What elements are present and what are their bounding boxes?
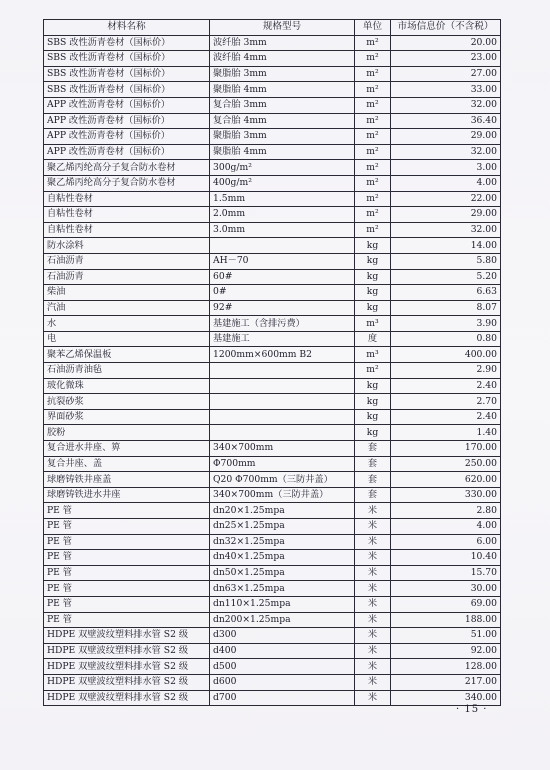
- spec-cell: 60#: [210, 269, 355, 285]
- spec-cell: Q20 Φ700mm（三防井盖）: [210, 472, 355, 488]
- price-cell: 5.20: [391, 269, 501, 285]
- material-name-cell: SBS 改性沥青卷材（国标价）: [44, 51, 210, 67]
- spec-cell: 340×700mm: [210, 441, 355, 457]
- price-cell: 32.00: [391, 144, 501, 160]
- material-name-cell: 自粘性卷材: [44, 207, 210, 223]
- unit-cell: 套: [355, 472, 391, 488]
- material-name-cell: 聚乙烯丙纶高分子复合防水卷材: [44, 160, 210, 176]
- material-name-cell: HDPE 双壁波纹塑料排水管 S2 级: [44, 659, 210, 675]
- unit-cell: m²: [355, 191, 391, 207]
- price-cell: 2.70: [391, 394, 501, 410]
- unit-cell: m²: [355, 129, 391, 145]
- spec-cell: dn25×1.25mpa: [210, 519, 355, 535]
- table-row: [44, 51, 501, 67]
- table-row: [44, 300, 501, 316]
- unit-cell: 度: [355, 331, 391, 347]
- spec-cell: dn40×1.25mpa: [210, 550, 355, 566]
- unit-cell: m²: [355, 51, 391, 67]
- price-cell: 27.00: [391, 66, 501, 82]
- price-cell: 69.00: [391, 596, 501, 612]
- unit-cell: 套: [355, 456, 391, 472]
- material-name-cell: PE 管: [44, 519, 210, 535]
- material-name-cell: 抗裂砂浆: [44, 394, 210, 410]
- spec-cell: dn63×1.25mpa: [210, 581, 355, 597]
- material-name-cell: PE 管: [44, 534, 210, 550]
- spec-cell: [210, 409, 355, 425]
- unit-cell: 米: [355, 565, 391, 581]
- unit-cell: kg: [355, 285, 391, 301]
- page-number: · 15 ·: [456, 704, 488, 715]
- material-name-cell: SBS 改性沥青卷材（国标价）: [44, 35, 210, 51]
- material-name-cell: PE 管: [44, 581, 210, 597]
- spec-cell: d700: [210, 690, 355, 706]
- price-cell: 32.00: [391, 97, 501, 113]
- price-cell: 620.00: [391, 472, 501, 488]
- price-cell: 340.00: [391, 690, 501, 706]
- unit-cell: m²: [355, 113, 391, 129]
- material-name-cell: APP 改性沥青卷材（国标价）: [44, 144, 210, 160]
- table-row: [44, 612, 501, 628]
- price-cell: 8.07: [391, 300, 501, 316]
- price-cell: 33.00: [391, 82, 501, 98]
- unit-cell: 套: [355, 441, 391, 457]
- material-name-cell: 球磨铸铁进水井座: [44, 487, 210, 503]
- spec-cell: dn32×1.25mpa: [210, 534, 355, 550]
- price-cell: 22.00: [391, 191, 501, 207]
- unit-cell: kg: [355, 300, 391, 316]
- unit-cell: kg: [355, 378, 391, 394]
- table-row: [44, 316, 501, 332]
- header-price: 市场信息价（不含税）: [391, 20, 501, 36]
- table-row: [44, 596, 501, 612]
- unit-cell: 米: [355, 674, 391, 690]
- table-row: [44, 456, 501, 472]
- unit-cell: kg: [355, 425, 391, 441]
- price-cell: 330.00: [391, 487, 501, 503]
- table-row: [44, 363, 501, 379]
- unit-cell: 米: [355, 581, 391, 597]
- spec-cell: 波纤胎 4mm: [210, 51, 355, 67]
- table-row: [44, 35, 501, 51]
- unit-cell: m²: [355, 160, 391, 176]
- price-cell: 400.00: [391, 347, 501, 363]
- spec-cell: 1200mm×600mm B2: [210, 347, 355, 363]
- spec-cell: 聚脂胎 3mm: [210, 129, 355, 145]
- table-row: [44, 581, 501, 597]
- material-name-cell: 聚苯乙烯保温板: [44, 347, 210, 363]
- price-cell: 2.40: [391, 378, 501, 394]
- material-name-cell: 自粘性卷材: [44, 191, 210, 207]
- spec-cell: Φ700mm: [210, 456, 355, 472]
- table-row: [44, 82, 501, 98]
- price-cell: 32.00: [391, 222, 501, 238]
- table-row: [44, 238, 501, 254]
- table-row: [44, 66, 501, 82]
- table-row: [44, 487, 501, 503]
- unit-cell: 米: [355, 628, 391, 644]
- price-cell: 217.00: [391, 674, 501, 690]
- material-name-cell: 石油沥青: [44, 269, 210, 285]
- spec-cell: 400g/m²: [210, 175, 355, 191]
- unit-cell: m³: [355, 347, 391, 363]
- price-cell: 4.00: [391, 519, 501, 535]
- material-name-cell: PE 管: [44, 612, 210, 628]
- price-cell: 29.00: [391, 207, 501, 223]
- spec-cell: d400: [210, 643, 355, 659]
- spec-cell: 1.5mm: [210, 191, 355, 207]
- spec-cell: 2.0mm: [210, 207, 355, 223]
- spec-cell: 3.0mm: [210, 222, 355, 238]
- material-name-cell: APP 改性沥青卷材（国标价）: [44, 129, 210, 145]
- table-row: [44, 347, 501, 363]
- material-name-cell: 复合井座、盖: [44, 456, 210, 472]
- price-cell: 14.00: [391, 238, 501, 254]
- material-name-cell: PE 管: [44, 596, 210, 612]
- table-row: [44, 674, 501, 690]
- price-cell: 1.40: [391, 425, 501, 441]
- material-name-cell: HDPE 双壁波纹塑料排水管 S2 级: [44, 628, 210, 644]
- unit-cell: m²: [355, 66, 391, 82]
- unit-cell: 套: [355, 487, 391, 503]
- material-name-cell: 胶粉: [44, 425, 210, 441]
- price-cell: 2.40: [391, 409, 501, 425]
- unit-cell: m²: [355, 175, 391, 191]
- spec-cell: 聚脂胎 4mm: [210, 144, 355, 160]
- table-row: [44, 659, 501, 675]
- table-row: [44, 425, 501, 441]
- material-name-cell: 石油沥青油毡: [44, 363, 210, 379]
- table-row: [44, 331, 501, 347]
- price-cell: 5.80: [391, 253, 501, 269]
- unit-cell: m²: [355, 97, 391, 113]
- price-cell: 30.00: [391, 581, 501, 597]
- spec-cell: [210, 394, 355, 410]
- spec-cell: 聚脂胎 4mm: [210, 82, 355, 98]
- table-row: [44, 269, 501, 285]
- price-cell: 2.90: [391, 363, 501, 379]
- table-row: [44, 175, 501, 191]
- unit-cell: 米: [355, 612, 391, 628]
- price-cell: 29.00: [391, 129, 501, 145]
- unit-cell: kg: [355, 238, 391, 254]
- price-cell: 6.63: [391, 285, 501, 301]
- price-cell: 250.00: [391, 456, 501, 472]
- spec-cell: 基建施工（含排污费）: [210, 316, 355, 332]
- spec-cell: 300g/m²: [210, 160, 355, 176]
- unit-cell: 米: [355, 690, 391, 706]
- price-cell: 36.40: [391, 113, 501, 129]
- unit-cell: m²: [355, 82, 391, 98]
- material-name-cell: SBS 改性沥青卷材（国标价）: [44, 66, 210, 82]
- table-row: [44, 441, 501, 457]
- table-row: [44, 409, 501, 425]
- price-cell: 0.80: [391, 331, 501, 347]
- table-row: [44, 565, 501, 581]
- spec-cell: 基建施工: [210, 331, 355, 347]
- table-row: [44, 285, 501, 301]
- spec-cell: [210, 378, 355, 394]
- material-name-cell: 电: [44, 331, 210, 347]
- unit-cell: 米: [355, 643, 391, 659]
- spec-cell: dn20×1.25mpa: [210, 503, 355, 519]
- spec-cell: dn50×1.25mpa: [210, 565, 355, 581]
- unit-cell: kg: [355, 409, 391, 425]
- table-row: [44, 643, 501, 659]
- material-name-cell: PE 管: [44, 503, 210, 519]
- unit-cell: 米: [355, 550, 391, 566]
- material-name-cell: APP 改性沥青卷材（国标价）: [44, 97, 210, 113]
- table-row: [44, 191, 501, 207]
- spec-cell: d600: [210, 674, 355, 690]
- table-body: [44, 35, 501, 706]
- table-row: [44, 144, 501, 160]
- spec-cell: dn110×1.25mpa: [210, 596, 355, 612]
- material-name-cell: SBS 改性沥青卷材（国标价）: [44, 82, 210, 98]
- price-cell: 2.80: [391, 503, 501, 519]
- unit-cell: kg: [355, 269, 391, 285]
- unit-cell: m²: [355, 207, 391, 223]
- unit-cell: m²: [355, 363, 391, 379]
- header-material-name: 材料名称: [44, 20, 210, 36]
- unit-cell: 米: [355, 534, 391, 550]
- material-name-cell: 聚乙烯丙纶高分子复合防水卷材: [44, 175, 210, 191]
- table-row: [44, 690, 501, 706]
- table-row: [44, 519, 501, 535]
- unit-cell: m²: [355, 35, 391, 51]
- table-row: [44, 129, 501, 145]
- unit-cell: 米: [355, 519, 391, 535]
- material-name-cell: 柴油: [44, 285, 210, 301]
- price-cell: 10.40: [391, 550, 501, 566]
- spec-cell: 92#: [210, 300, 355, 316]
- table-row: [44, 378, 501, 394]
- table-row: [44, 628, 501, 644]
- table-row: [44, 394, 501, 410]
- spec-cell: [210, 363, 355, 379]
- material-name-cell: HDPE 双壁波纹塑料排水管 S2 级: [44, 643, 210, 659]
- table-row: [44, 550, 501, 566]
- price-cell: 128.00: [391, 659, 501, 675]
- header-unit: 单位: [355, 20, 391, 36]
- material-name-cell: HDPE 双壁波纹塑料排水管 S2 级: [44, 690, 210, 706]
- unit-cell: 米: [355, 503, 391, 519]
- material-name-cell: 复合进水井座、箅: [44, 441, 210, 457]
- spec-cell: d500: [210, 659, 355, 675]
- spec-cell: 复合胎 4mm: [210, 113, 355, 129]
- spec-cell: [210, 425, 355, 441]
- spec-cell: AH－70: [210, 253, 355, 269]
- price-cell: 3.90: [391, 316, 501, 332]
- table-row: [44, 472, 501, 488]
- material-name-cell: 水: [44, 316, 210, 332]
- material-name-cell: 球磨铸铁井座盖: [44, 472, 210, 488]
- unit-cell: 米: [355, 659, 391, 675]
- table-row: [44, 97, 501, 113]
- material-name-cell: 石油沥青: [44, 253, 210, 269]
- table-row: [44, 253, 501, 269]
- spec-cell: d300: [210, 628, 355, 644]
- price-cell: 188.00: [391, 612, 501, 628]
- spec-cell: [210, 238, 355, 254]
- price-cell: 20.00: [391, 35, 501, 51]
- table-row: [44, 113, 501, 129]
- price-table: [43, 19, 501, 706]
- price-cell: 23.00: [391, 51, 501, 67]
- header-spec: 规格型号: [210, 20, 355, 36]
- spec-cell: 波纤胎 3mm: [210, 35, 355, 51]
- price-cell: 4.00: [391, 175, 501, 191]
- spec-cell: 复合胎 3mm: [210, 97, 355, 113]
- price-cell: 170.00: [391, 441, 501, 457]
- price-cell: 92.00: [391, 643, 501, 659]
- table-row: [44, 207, 501, 223]
- spec-cell: dn200×1.25mpa: [210, 612, 355, 628]
- unit-cell: kg: [355, 253, 391, 269]
- material-name-cell: HDPE 双壁波纹塑料排水管 S2 级: [44, 674, 210, 690]
- unit-cell: m³: [355, 316, 391, 332]
- price-cell: 6.00: [391, 534, 501, 550]
- price-cell: 51.00: [391, 628, 501, 644]
- material-name-cell: PE 管: [44, 565, 210, 581]
- material-name-cell: 汽油: [44, 300, 210, 316]
- table-row: [44, 160, 501, 176]
- price-cell: 15.70: [391, 565, 501, 581]
- table-row: [44, 222, 501, 238]
- material-name-cell: 自粘性卷材: [44, 222, 210, 238]
- spec-cell: 0#: [210, 285, 355, 301]
- table-row: [44, 503, 501, 519]
- material-name-cell: APP 改性沥青卷材（国标价）: [44, 113, 210, 129]
- price-cell: 3.00: [391, 160, 501, 176]
- spec-cell: 340×700mm（三防井盖）: [210, 487, 355, 503]
- material-name-cell: 玻化微珠: [44, 378, 210, 394]
- unit-cell: 米: [355, 596, 391, 612]
- unit-cell: kg: [355, 394, 391, 410]
- material-name-cell: 界面砂浆: [44, 409, 210, 425]
- table-row: [44, 534, 501, 550]
- unit-cell: m²: [355, 144, 391, 160]
- table-header-row: [44, 20, 501, 36]
- spec-cell: 聚脂胎 3mm: [210, 66, 355, 82]
- material-name-cell: PE 管: [44, 550, 210, 566]
- unit-cell: m²: [355, 222, 391, 238]
- material-name-cell: 防水涂料: [44, 238, 210, 254]
